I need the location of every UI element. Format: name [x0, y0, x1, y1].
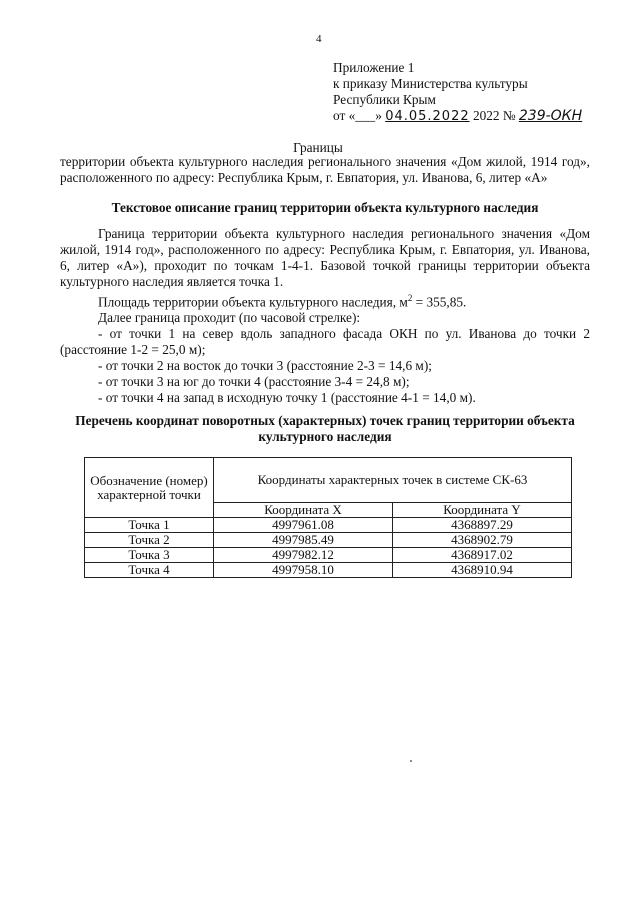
date-prefix: от «___»: [333, 108, 382, 123]
appendix-date-line: [333, 108, 582, 125]
cell-point: Точка 1: [85, 518, 214, 533]
cell-point: Точка 3: [85, 548, 214, 563]
handwritten-date: 04.05.2022: [385, 109, 470, 124]
appendix-block: [333, 60, 582, 125]
page-number: 4: [316, 33, 322, 45]
col-header-y: Координата Y: [393, 503, 572, 518]
area-label: Площадь территории объекта культурного наследия, м: [98, 294, 408, 310]
paragraph-segment-2-3: - от точки 2 на восток до точки 3 (расстояние 2-3 = 14,6 м);: [98, 358, 432, 374]
table-row: [85, 563, 572, 578]
cell-y: 4368897.29: [393, 518, 572, 533]
section-heading-coordinates: Перечень координат поворотных (характерных) точек границ территории объекта культурного наследия: [75, 413, 575, 444]
handwritten-order-number: 239-ОКН: [518, 108, 583, 124]
description-body: [60, 226, 590, 406]
appendix-line-1: Приложение 1: [333, 60, 415, 75]
cell-x: 4997985.49: [214, 533, 393, 548]
cell-y: 4368910.94: [393, 563, 572, 578]
section-heading-description: Текстовое описание границ территории объекта культурного наследия: [111, 200, 539, 215]
table-row: [85, 533, 572, 548]
area-value: = 355,85.: [412, 294, 467, 310]
cell-point: Точка 2: [85, 533, 214, 548]
cell-y: 4368902.79: [393, 533, 572, 548]
paragraph-direction: Далее граница проходит (по часовой стрелке):: [98, 310, 361, 326]
appendix-line-3: Республики Крым: [333, 92, 436, 107]
paragraph-segment-4-1: - от точки 4 на запад в исходную точку 1 (расстояние 4-1 = 14,0 м).: [98, 390, 476, 406]
table-row: [85, 548, 572, 563]
col-header-point: Обозначение (номер) характерной точки: [85, 458, 214, 518]
area-unit-sup: 2: [407, 293, 413, 303]
cell-x: 4997961.08: [214, 518, 393, 533]
cell-x: 4997958.10: [214, 563, 393, 578]
document-subtitle: территории объекта культурного наследия регионального значения «Дом жилой, 1914 год», расположенного по адресу: Республика Крым, г. Евпатория, ул. Иванова, 6, литер «А»: [60, 154, 590, 185]
paragraph-boundary: Граница территории объекта культурного наследия регионального значения «Дом жилой, 1914 год», расположенного по адресу: Республика Крым, г. Евпатория, ул. Иванова, 6, литер «А»), проходит по точкам 1-4-1. Базовой точкой границы территории объекта культурного наследия является точка 1.: [60, 226, 590, 289]
cell-x: 4997982.12: [214, 548, 393, 563]
paragraph-area: [60, 290, 590, 310]
col-header-x: Координата X: [214, 503, 393, 518]
col-header-group: Координаты характерных точек в системе СК-63: [214, 458, 572, 503]
scan-speck: [410, 760, 412, 762]
appendix-line-2: к приказу Министерства культуры: [333, 76, 528, 91]
coordinates-table: [84, 457, 572, 578]
table-row: [85, 518, 572, 533]
cell-point: Точка 4: [85, 563, 214, 578]
document-title: Границы: [293, 140, 343, 155]
date-suffix: 2022 №: [472, 108, 516, 123]
paragraph-segment-1-2: - от точки 1 на север вдоль западного фасада ОКН по ул. Иванова до точки 2 (расстояние 1-2 = 25,0 м);: [60, 326, 590, 358]
paragraph-segment-3-4: - от точки 3 на юг до точки 4 (расстояние 3-4 = 24,8 м);: [98, 374, 410, 390]
cell-y: 4368917.02: [393, 548, 572, 563]
